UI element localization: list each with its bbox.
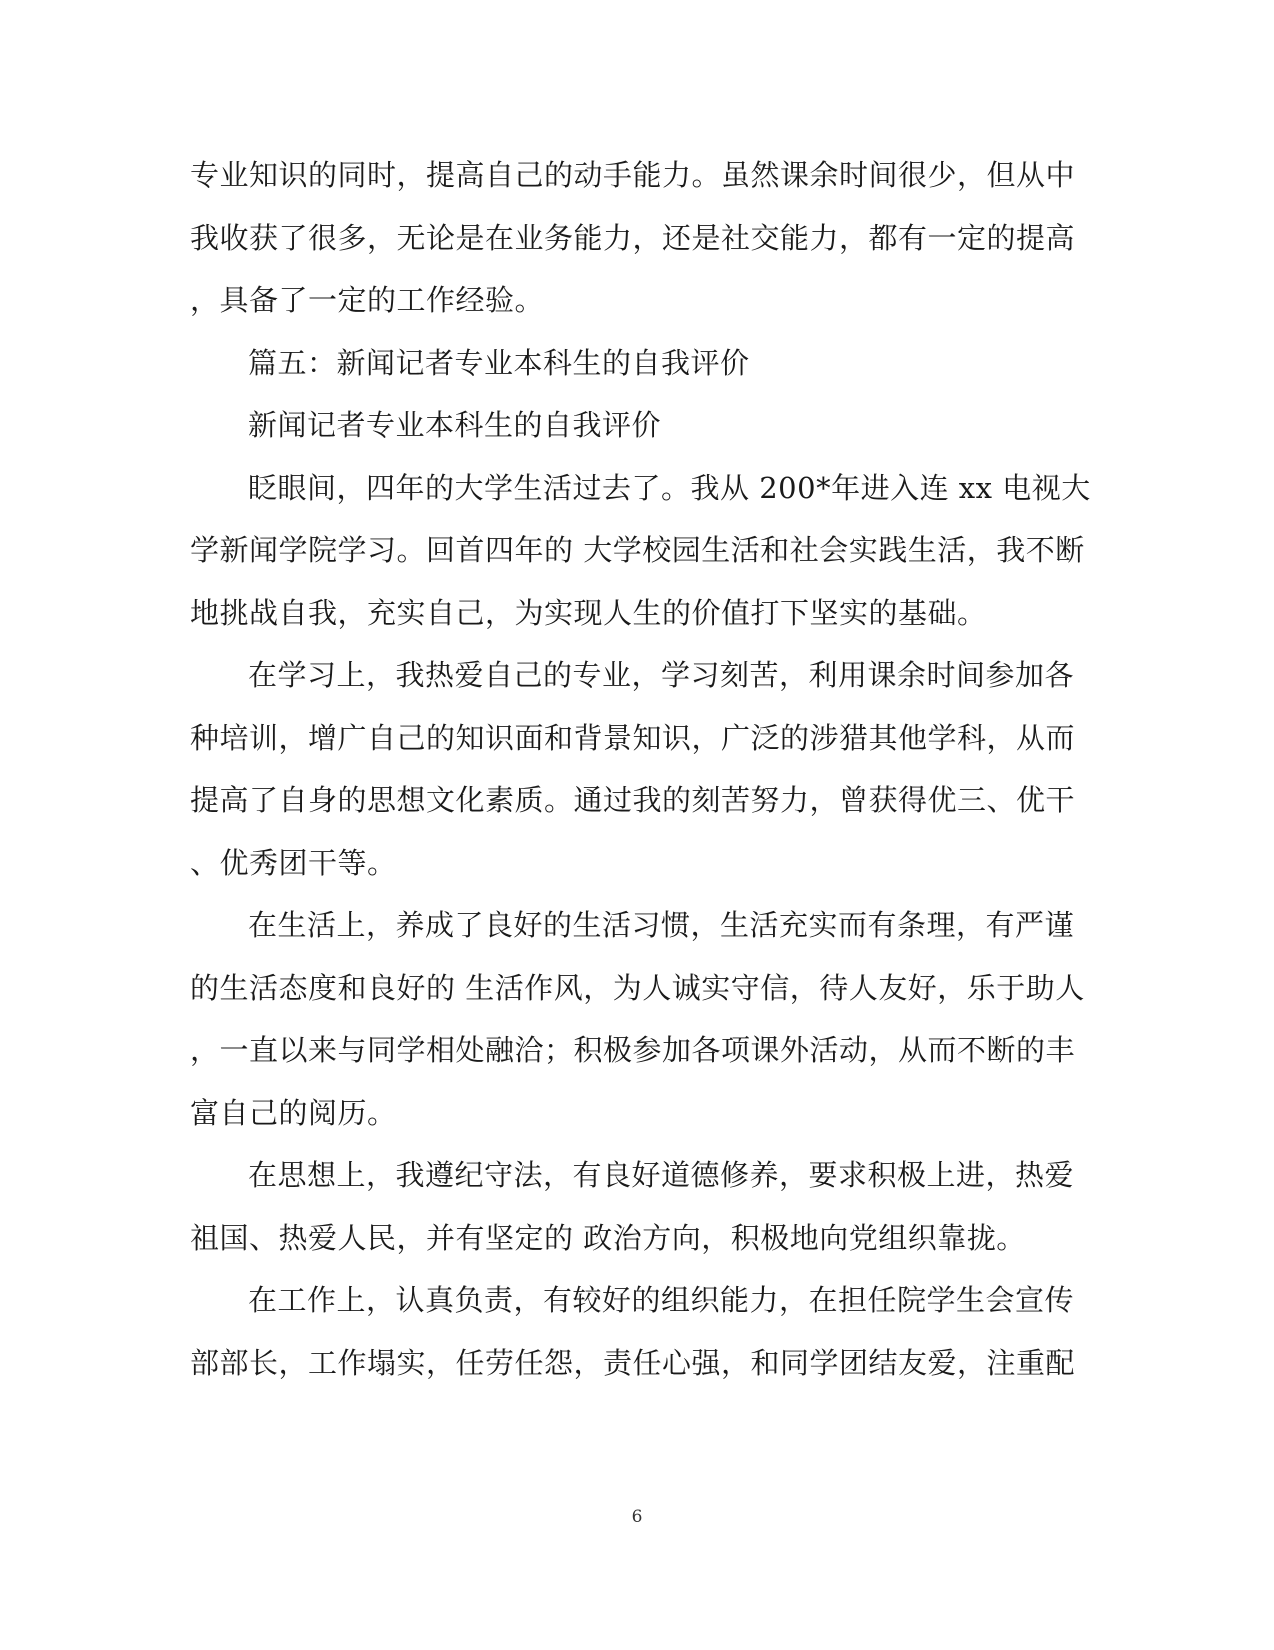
- article-title: 新闻记者专业本科生的自我评价: [248, 408, 662, 442]
- text-line: 种培训，增广自己的知识面和背景知识，广泛的涉猎其他学科，从而: [190, 721, 1076, 755]
- text-line: 提高了自身的思想文化素质。通过我的刻苦努力，曾获得优三、优干: [190, 783, 1076, 817]
- text-line: ，具备了一定的工作经验。: [190, 283, 545, 317]
- text-line: 学新闻学院学习。回首四年的 大学校园生活和社会实践生活，我不断: [190, 533, 1085, 567]
- section-heading: 篇五：新闻记者专业本科生的自我评价: [248, 346, 750, 380]
- text-line: ，一直以来与同学相处融洽；积极参加各项课外活动，从而不断的丰: [190, 1033, 1076, 1067]
- text-line: 在学习上，我热爱自己的专业，学习刻苦，利用课余时间参加各: [248, 658, 1075, 692]
- text-line: 的生活态度和良好的 生活作风，为人诚实守信，待人友好，乐于助人: [190, 971, 1085, 1005]
- text-line: 富自己的阅历。: [190, 1096, 397, 1130]
- text-line: 在工作上，认真负责，有较好的组织能力，在担任院学生会宣传: [248, 1283, 1075, 1317]
- text-line: 眨眼间，四年的大学生活过去了。我从 200*年进入连 xx 电视大: [248, 471, 1091, 505]
- page-number: 6: [631, 1507, 643, 1527]
- text-line: 我收获了很多，无论是在业务能力，还是社交能力，都有一定的提高: [190, 221, 1076, 255]
- text-line: 在思想上，我遵纪守法，有良好道德修养，要求积极上进，热爱: [248, 1158, 1075, 1192]
- text-line: 在生活上，养成了良好的生活习惯，生活充实而有条理，有严谨: [248, 908, 1075, 942]
- text-line: 、优秀团干等。: [190, 846, 397, 880]
- text-line: 部部长，工作塌实，任劳任怨，责任心强，和同学团结友爱，注重配: [190, 1346, 1076, 1380]
- text-line: 专业知识的同时，提高自己的动手能力。虽然课余时间很少，但从中: [190, 158, 1076, 192]
- text-line: 地挑战自我，充实自己，为实现人生的价值打下坚实的基础。: [190, 596, 987, 630]
- text-line: 祖国、热爱人民，并有坚定的 政治方向，积极地向党组织靠拢。: [190, 1221, 1026, 1255]
